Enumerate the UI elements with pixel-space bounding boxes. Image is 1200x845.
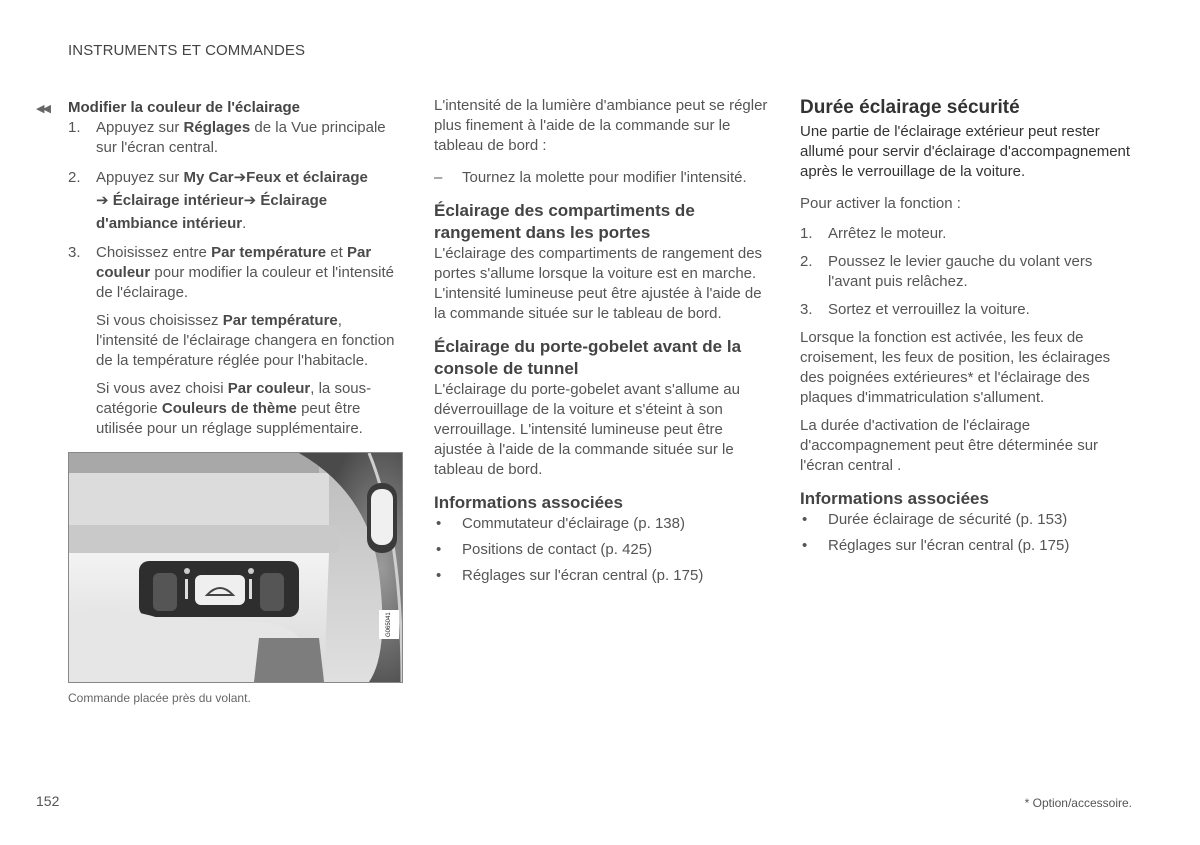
step-number: 3. [68, 244, 81, 261]
dash-text: Tournez la molette pour modifier l'intensité. [462, 169, 747, 186]
door-lighting-text: L'éclairage des compartiments de rangement des portes s'allume lorsque la voiture est en marche. L'intensité lumineuse peut être ajustée à l'aide de la commande située sur le tableau de bord. [434, 245, 763, 322]
note-text: Si vous avez choisi [96, 380, 228, 397]
step-text: Arrêtez le moteur. [828, 225, 947, 242]
step-text: . [242, 215, 247, 232]
section-header: INSTRUMENTS ET COMMANDES [68, 42, 306, 59]
lights-term: Feux et éclairage [246, 169, 368, 186]
note-text: , l'intensité de l'éclairage changera en fonction de la température réglée pour l'habitacle. [96, 312, 395, 369]
step-text: Appuyez sur [96, 169, 184, 186]
section-title: Durée éclairage sécurité [800, 97, 1020, 118]
function-active-text: Lorsque la fonction est activée, les feux de croisement, les feux de position, les éclairages des poignées extérieures* et l'éclairage des plaques d'immatriculation s'allument. [800, 329, 1111, 406]
arrow-icon: ➔ [96, 192, 109, 209]
related-links [800, 510, 1136, 556]
related-link[interactable] [800, 510, 1136, 530]
page-number: 152 [36, 793, 60, 809]
temperature-note [68, 311, 404, 371]
color-note [68, 379, 404, 439]
step-number: 2. [800, 253, 813, 270]
step-number: 1. [800, 225, 813, 242]
bullet-icon: • [436, 515, 442, 532]
column-left [68, 96, 404, 447]
related-link[interactable] [434, 566, 770, 586]
link-text[interactable]: Réglages sur l'écran central (p. 175) [462, 567, 704, 584]
link-text[interactable]: Commutateur d'éclairage (p. 138) [462, 515, 685, 532]
bullet-icon: • [802, 511, 808, 528]
step-2 [800, 252, 1136, 292]
link-text[interactable]: Réglages sur l'écran central (p. 175) [828, 537, 1070, 554]
footnote: * Option/accessoire. [1024, 796, 1132, 810]
section-intro: Une partie de l'éclairage extérieur peut rester allumé pour servir d'éclairage d'accompagnement après le verrouillage de la voiture. [800, 123, 1131, 180]
step-2 [68, 166, 404, 235]
bullet-icon: • [436, 567, 442, 584]
step-number: 1. [68, 119, 81, 136]
color-heading: Modifier la couleur de l'éclairage [68, 99, 300, 116]
note-text: peut être utilisée pour un réglage supplémentaire. [96, 400, 363, 437]
color-steps [68, 118, 404, 303]
related-link[interactable] [434, 514, 770, 534]
step-text: de la Vue principale sur l'écran central. [96, 119, 386, 156]
figure-code: G065041 [379, 610, 399, 639]
dash-item [434, 168, 770, 188]
door-lighting-heading: Éclairage des compartiments de rangement dans les portes [434, 201, 695, 242]
theme-colors-term: Couleurs de thème [161, 400, 297, 417]
link-text[interactable]: Positions de contact (p. 425) [462, 541, 653, 558]
previous-page-icon[interactable]: ◀◀ [36, 103, 49, 115]
dash-icon: – [434, 169, 443, 186]
dashboard-control-photo [68, 452, 403, 683]
step-text: Sortez et verrouillez la voiture. [828, 301, 1030, 318]
note-text: Si vous choisissez [96, 312, 223, 329]
duration-text: La durée d'activation de l'éclairage d'accompagnement peut être déterminée sur l'écran central . [800, 417, 1099, 474]
dashboard-illustration [69, 453, 402, 682]
step-3 [68, 243, 404, 303]
step-3 [800, 300, 1136, 320]
column-middle [434, 96, 770, 592]
related-info-heading: Informations associées [800, 489, 989, 508]
related-info-heading: Informations associées [434, 493, 623, 512]
bullet-icon: • [436, 541, 442, 558]
step-text: Appuyez sur [96, 119, 184, 136]
ambient-intensity-text: L'intensité de la lumière d'ambiance peut se régler plus finement à l'aide de la commande sur le tableau de bord : [434, 97, 768, 154]
settings-term: Réglages [183, 119, 251, 136]
arrow-icon: ➔ [243, 192, 257, 209]
cupholder-lighting-text: L'éclairage du porte-gobelet avant s'allume au déverrouillage de la voiture et s'éteint à son verrouillage. L'intensité lumineuse peut être ajustée à l'aide de la commande située sur le tableau de bord. [434, 381, 740, 478]
by-temperature-term: Par température [222, 312, 338, 329]
bullet-icon: • [802, 537, 808, 554]
link-text[interactable]: Durée éclairage de sécurité (p. 153) [828, 511, 1068, 528]
step-number: 2. [68, 169, 81, 186]
interior-light-term: Éclairage intérieur [112, 192, 244, 209]
by-color-term: Par couleur [227, 380, 311, 397]
by-temperature-term: Par température [211, 244, 327, 261]
step-number: 3. [800, 301, 813, 318]
ambient-light-term: Éclairage d'ambiance intérieur [96, 192, 328, 232]
arrow-icon: ➔ [233, 169, 247, 186]
related-link[interactable] [800, 536, 1136, 556]
step-1 [68, 118, 404, 158]
step-text: et [326, 244, 347, 261]
step-1 [800, 224, 1136, 244]
related-link[interactable] [434, 540, 770, 560]
cupholder-lighting-heading: Éclairage du porte-gobelet avant de la console de tunnel [434, 337, 742, 378]
step-text: pour modifier la couleur et l'intensité de l'éclairage. [96, 264, 395, 301]
column-right [800, 96, 1136, 562]
step-text: Choisissez entre [96, 244, 212, 261]
related-links [434, 514, 770, 586]
activation-steps [800, 224, 1136, 320]
by-color-term: Par couleur [96, 244, 372, 281]
step-text: Poussez le levier gauche du volant vers l'avant puis relâchez. [828, 253, 1093, 290]
my-car-term: My Car [183, 169, 234, 186]
note-text: , la sous-catégorie [96, 380, 372, 417]
activate-label: Pour activer la fonction : [800, 195, 961, 212]
figure-caption: Commande placée près du volant. [68, 691, 251, 705]
